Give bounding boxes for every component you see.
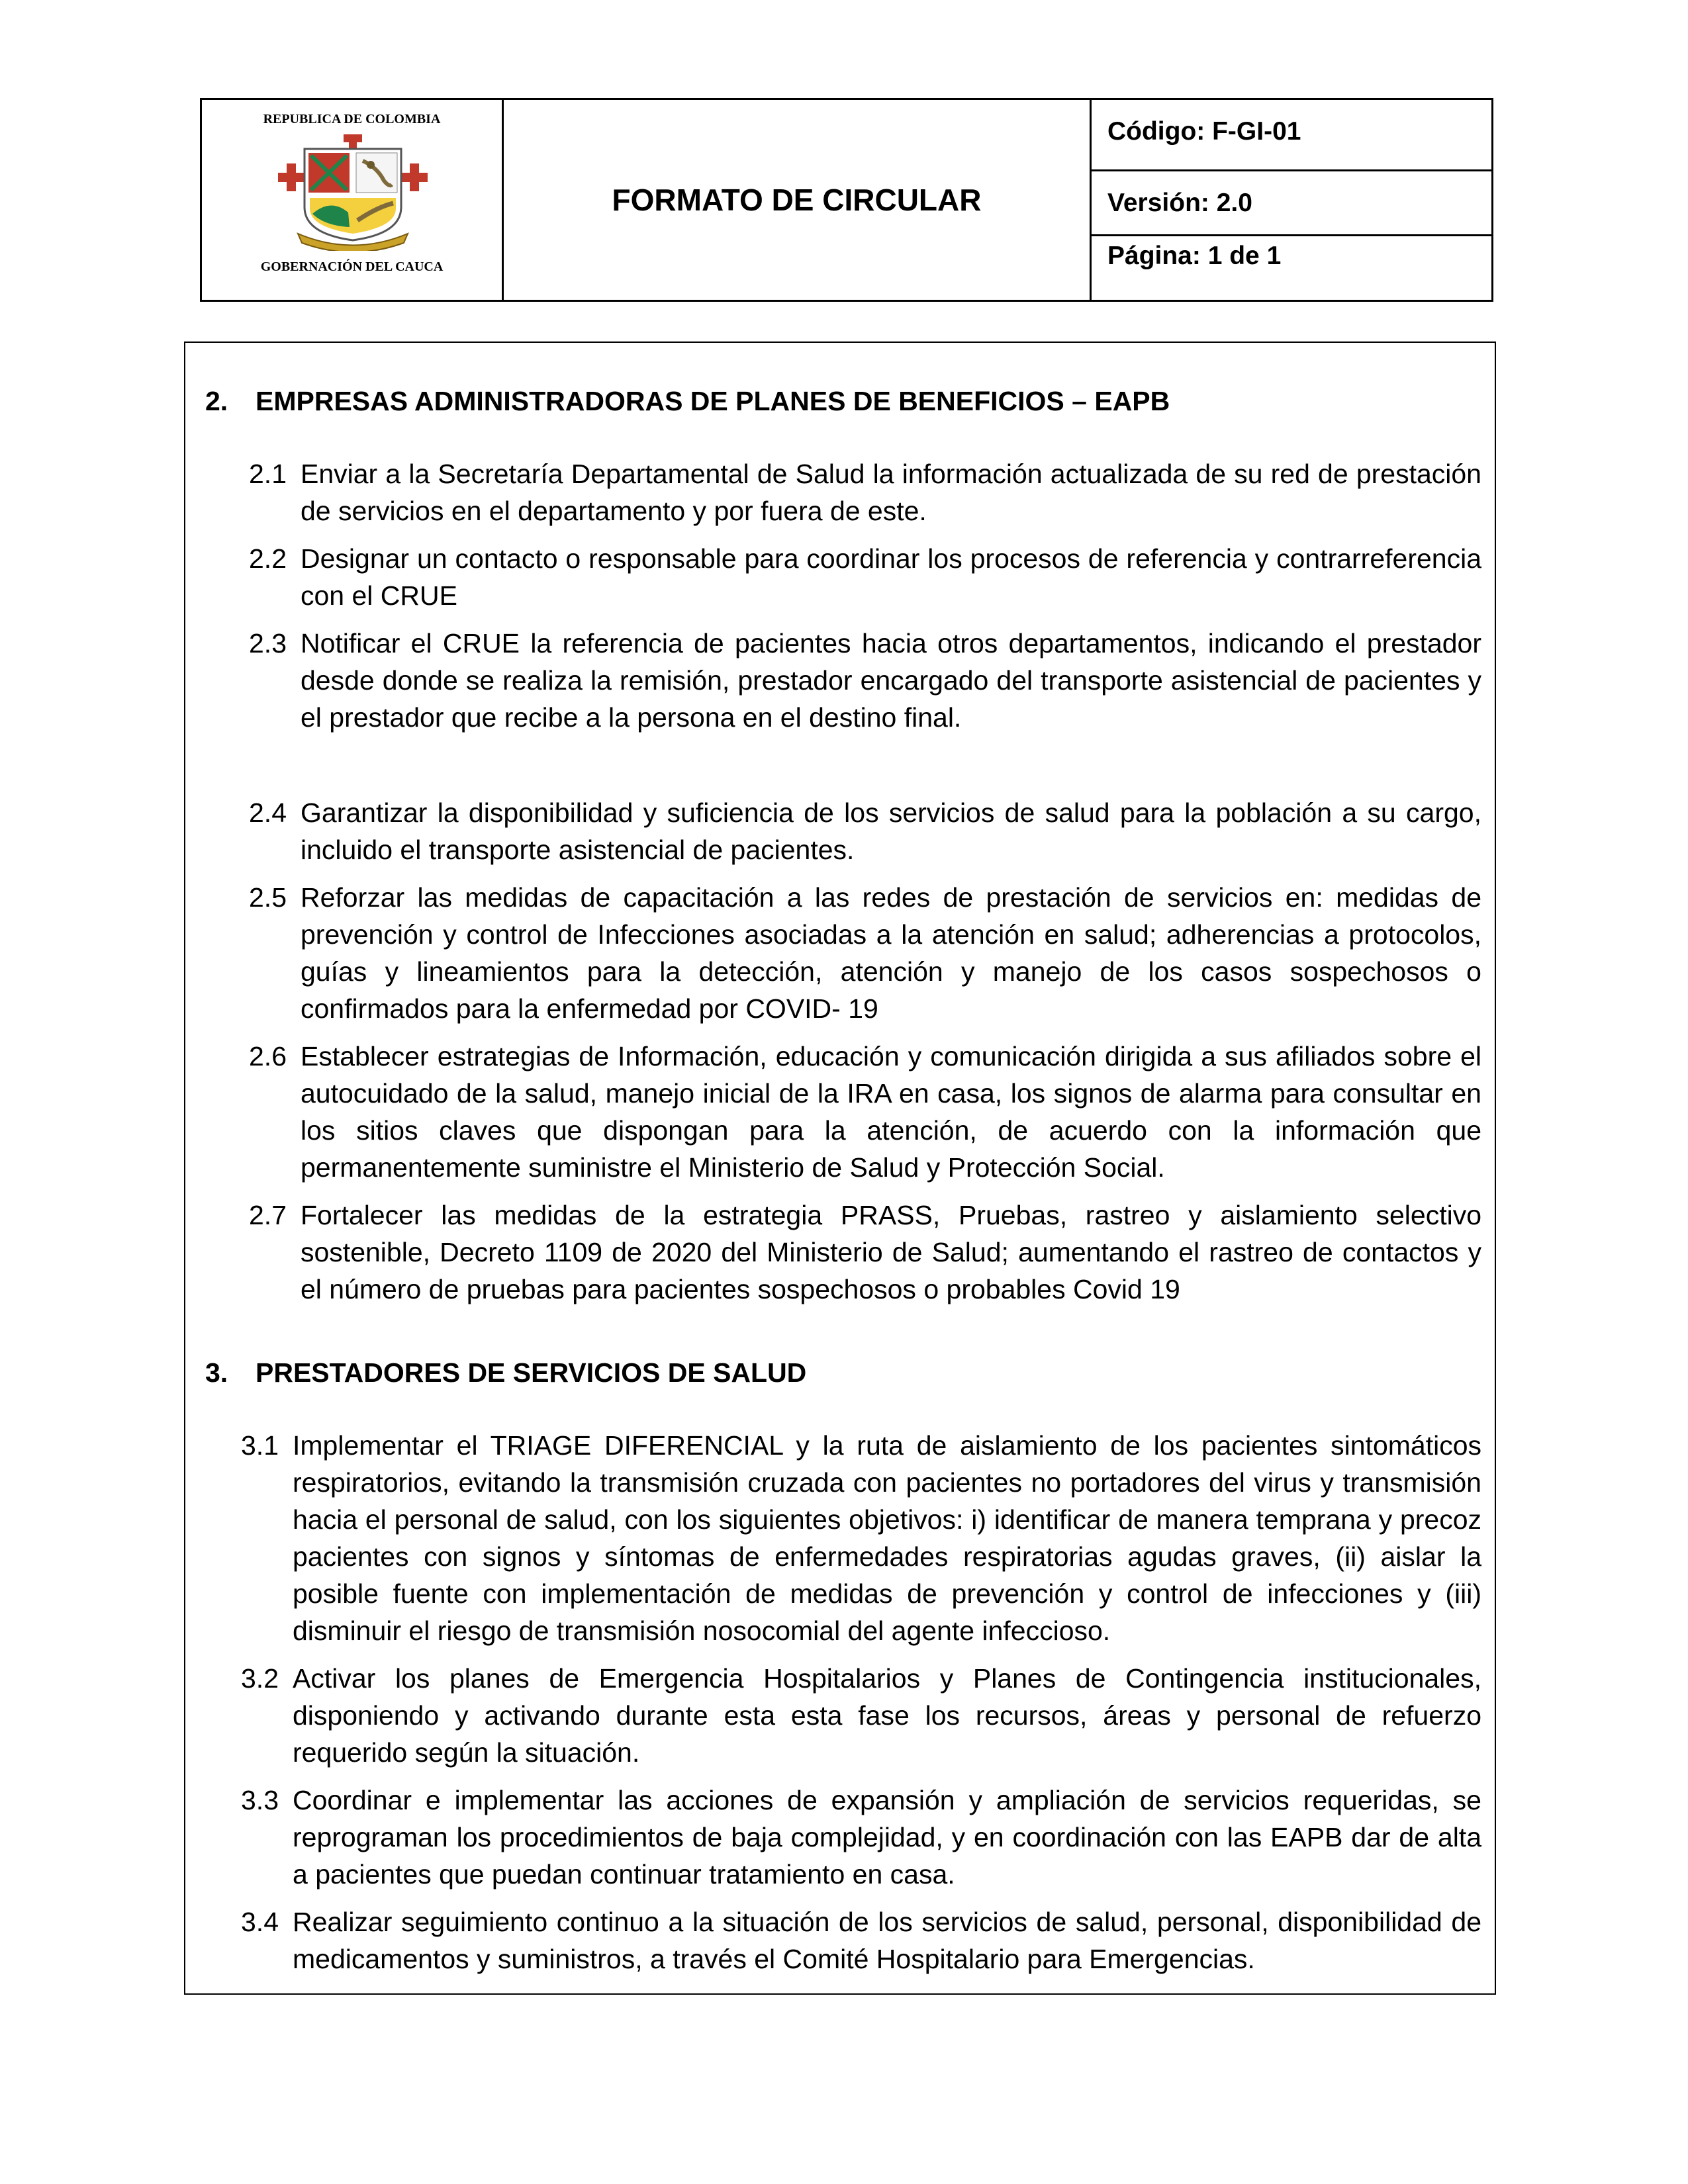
item-number: 3.2 (241, 1663, 279, 1694)
item-number: 2.3 (249, 628, 287, 659)
codigo-field: Código: F-GI-01 (1092, 100, 1491, 171)
item-text: Fortalecer las medidas de la estrategia PRASS, Pruebas, rastreo y aislamiento selectivo sostenible, Decreto 1109 de 2020 del Ministerio de Salud; aumentando el rastreo de contactos y el número de pruebas para pacientes sospechosos o probables Covid 19 (301, 1200, 1481, 1304)
section-title: EMPRESAS ADMINISTRADORAS DE PLANES DE BENEFICIOS – EAPB (256, 386, 1170, 416)
list-item (241, 1660, 1481, 1771)
section-number: 3. (205, 1357, 228, 1388)
pagina-field: Página: 1 de 1 (1107, 242, 1282, 270)
item-text: Notificar el CRUE la referencia de pacientes hacia otros departamentos, indicando el prestador desde donde se realiza la remisión, prestador encargado del transporte asistencial de pacientes y el prestador que recibe a la persona en el destino final. (301, 628, 1481, 733)
item-text: Garantizar la disponibilidad y suficiencia de los servicios de salud para la población a su cargo, incluido el transporte asistencial de pacientes. (301, 797, 1481, 865)
document-header (200, 98, 1493, 302)
list-item (241, 1427, 1481, 1649)
item-text: Implementar el TRIAGE DIFERENCIAL y la ruta de aislamiento de los pacientes sintomáticos respiratorios, evitando la transmisión cruzada con pacientes no portadores del virus y transmisión hacia el personal de salud, con los siguientes objetivos: i) identificar de manera temprana y precoz pacientes con signos y síntomas de enfermedades respiratorias agudas graves, (ii) aislar la posible fuente con implementación de medidas de prevención y control de infecciones y (iii) disminuir el riesgo de transmisión nosocomial del agente infeccioso. (293, 1430, 1481, 1646)
item-text: Enviar a la Secretaría Departamental de Salud la información actualizada de su red de prestación de servicios en el departamento y por fuera de este. (301, 459, 1481, 526)
item-number: 3.3 (241, 1785, 279, 1815)
coat-of-arms-icon (278, 134, 428, 251)
item-text: Realizar seguimiento continuo a la situación de los servicios de salud, personal, disponibilidad de medicamentos y suministros, a través el Comité Hospitalario para Emergencias. (293, 1907, 1481, 1974)
item-number: 2.1 (249, 459, 287, 489)
item-number: 2.7 (249, 1200, 287, 1230)
list-item (249, 1197, 1481, 1308)
item-text: Activar los planes de Emergencia Hospitalarios y Planes de Contingencia institucionales, disponiendo y activando durante esta esta fase los recursos, áreas y personal de refuerzo requerido según la situación. (293, 1663, 1481, 1768)
section-2-heading (205, 383, 1170, 420)
document-body (184, 341, 1496, 1995)
document-title: FORMATO DE CIRCULAR (612, 183, 982, 217)
list-item (249, 794, 1481, 868)
list-item (249, 1038, 1481, 1186)
section-number: 2. (205, 386, 228, 416)
list-item (249, 455, 1481, 529)
item-number: 3.1 (241, 1430, 279, 1461)
item-number: 2.5 (249, 882, 287, 913)
list-item (249, 879, 1481, 1027)
item-number: 2.4 (249, 797, 287, 828)
list-item (249, 625, 1481, 736)
list-item (241, 1903, 1481, 1978)
section-title: PRESTADORES DE SERVICIOS DE SALUD (256, 1357, 807, 1388)
item-text: Establecer estrategias de Información, educación y comunicación dirigida a sus afiliados sobre el autocuidado de la salud, manejo inicial de la IRA en casa, los signos de alarma para consultar en los sitios claves que dispongan para la atención, de acuerdo con la información que permanentemente suministre el Ministerio de Salud y Protección Social. (301, 1041, 1481, 1183)
item-number: 3.4 (241, 1907, 279, 1937)
item-text: Designar un contacto o responsable para coordinar los procesos de referencia y contrarreferencia con el CRUE (301, 543, 1481, 611)
logo-top-text: REPUBLICA DE COLOMBIA (263, 112, 441, 126)
logo-bottom-text: GOBERNACIÓN DEL CAUCA (260, 259, 444, 274)
meta-cell (1092, 100, 1491, 300)
item-number: 2.6 (249, 1041, 287, 1071)
list-item (249, 540, 1481, 614)
version-field: Versión: 2.0 (1092, 171, 1491, 236)
item-text: Reforzar las medidas de capacitación a las redes de prestación de servicios en: medidas de prevención y control de Infecciones asociadas a la atención en salud; adherencias a protocolos, guías y lineamientos para la detección, atención y manejo de los casos sospechosos o confirmados para la enfermedad por COVID- 19 (301, 882, 1481, 1024)
section-3-heading (205, 1354, 806, 1391)
title-cell (504, 100, 1092, 300)
item-number: 2.2 (249, 543, 287, 574)
item-text: Coordinar e implementar las acciones de expansión y ampliación de servicios requeridas, se reprograman los procedimientos de baja complejidad, y en coordinación con las EAPB dar de alta a pacientes que puedan continuar tratamiento en casa. (293, 1785, 1481, 1889)
list-item (241, 1782, 1481, 1893)
logo-cell (202, 100, 504, 300)
